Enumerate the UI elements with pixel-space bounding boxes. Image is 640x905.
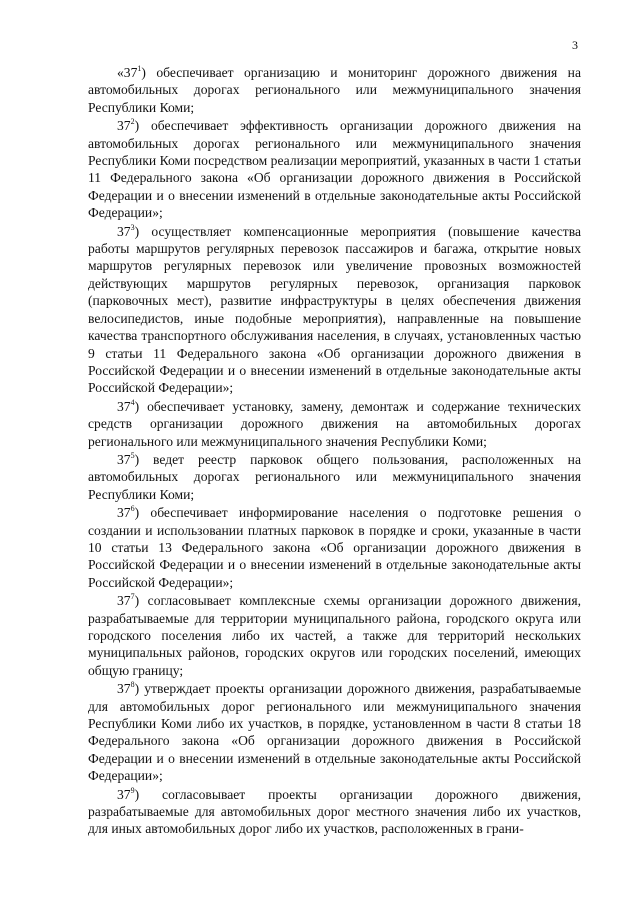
item-superscript: 9 bbox=[130, 785, 135, 795]
paragraph-37-6 bbox=[88, 504, 581, 591]
paragraph-text: ) согласовывает комплексные схемы организации дорожного движения, разрабатываемые для территории муниципального района, городского округа или городского поселения либо их частей, а также для территорий нескольких муниципальных районов, городских округов или городских поселений, имеющих общую границу; bbox=[88, 593, 581, 678]
paragraph-37-3 bbox=[88, 223, 581, 397]
paragraph-text: ) обеспечивает организацию и мониторинг дорожного движения на автомобильных дорогах регионального или межмуниципального значения Республики Коми; bbox=[88, 65, 581, 115]
page-number: 3 bbox=[572, 38, 578, 52]
item-superscript: 5 bbox=[130, 450, 135, 460]
paragraph-37-1 bbox=[88, 64, 581, 116]
paragraph-text: ) ведет реестр парковок общего пользования, расположенных на автомобильных дорогах регионального или межмуниципального значения Республики Коми; bbox=[88, 451, 581, 502]
item-number: 37 bbox=[117, 786, 131, 802]
paragraph-37-2 bbox=[88, 117, 581, 221]
item-number: 37 bbox=[117, 593, 131, 609]
item-superscript: 6 bbox=[130, 504, 135, 514]
item-superscript: 1 bbox=[137, 64, 142, 73]
item-number: 37 bbox=[117, 681, 131, 697]
paragraph-text: ) согласовывает проекты организации дорожного движения, разрабатываемые для автомобильных дорог местного значения либо их участков, для иных автомобильных дорог либо их участков, расположенных в грани- bbox=[88, 786, 581, 837]
paragraph-37-9 bbox=[88, 786, 581, 838]
paragraph-37-5 bbox=[88, 451, 581, 503]
item-number: 37 bbox=[117, 451, 131, 467]
document-body bbox=[88, 64, 581, 839]
item-superscript: 7 bbox=[130, 592, 135, 602]
paragraph-text: ) обеспечивает информирование населения о подготовке решения о создании и использовании платных парковок в порядке и сроки, указанные в части 10 статьи 13 Федерального закона «Об организации дорожного движения в Российской Федерации и о внесении изменений в отдельные законодательные акты Российской Федерации»; bbox=[88, 505, 581, 590]
item-superscript: 2 bbox=[130, 117, 135, 127]
paragraph-text: ) утверждает проекты организации дорожного движения, разрабатываемые для автомобильных дорог регионального или межмуниципального значения Республики Коми либо их участков, в порядке, установленном в части 8 статьи 18 Федерального закона «Об организации дорожного движения в Российской Федерации и о внесении изменений в отдельные законодательные акты Российской Федерации»; bbox=[88, 681, 581, 784]
paragraph-text: ) обеспечивает установку, замену, демонтаж и содержание технических средств организации дорожного движения на автомобильных дорогах регионального или межмуниципального значения Республики Коми; bbox=[88, 398, 581, 449]
item-superscript: 8 bbox=[130, 680, 135, 690]
item-superscript: 3 bbox=[130, 222, 135, 232]
item-number: «37 bbox=[117, 65, 138, 80]
paragraph-37-8 bbox=[88, 680, 581, 784]
item-number: 37 bbox=[117, 505, 131, 521]
item-number: 37 bbox=[117, 118, 131, 134]
paragraph-text: ) обеспечивает эффективность организации дорожного движения на автомобильных дорогах регионального или межмуниципального значения Республики Коми посредством реализации мероприятий, указанных в части 1 статьи 11 Федерального закона «Об организации дорожного движения в Российской Федерации и о внесении изменений в отдельные законодательные акты Российской Федерации»; bbox=[88, 118, 581, 221]
paragraph-text: ) осуществляет компенсационные мероприятия (повышение качества работы маршрутов регулярных перевозок пассажиров и багажа, открытие новых маршрутов регулярных перевозок или увеличение провозных возможностей действующих маршрутов регулярных перевозок, организация парковок (парковочных мест), развитие инфраструктуры в целях обеспечения движения велосипедистов, иные подобные мероприятия), направленные на повышение качества транспортного обслуживания населения, в случаях, установленных частью 9 статьи 11 Федерального закона «Об организации дорожного движения в Российской Федерации и о внесении изменений в отдельные законодательные акты Российской Федерации»; bbox=[88, 223, 581, 396]
paragraph-37-4 bbox=[88, 398, 581, 450]
paragraph-37-7 bbox=[88, 592, 581, 679]
item-number: 37 bbox=[117, 398, 131, 414]
item-number: 37 bbox=[117, 223, 131, 239]
item-superscript: 4 bbox=[130, 397, 135, 407]
